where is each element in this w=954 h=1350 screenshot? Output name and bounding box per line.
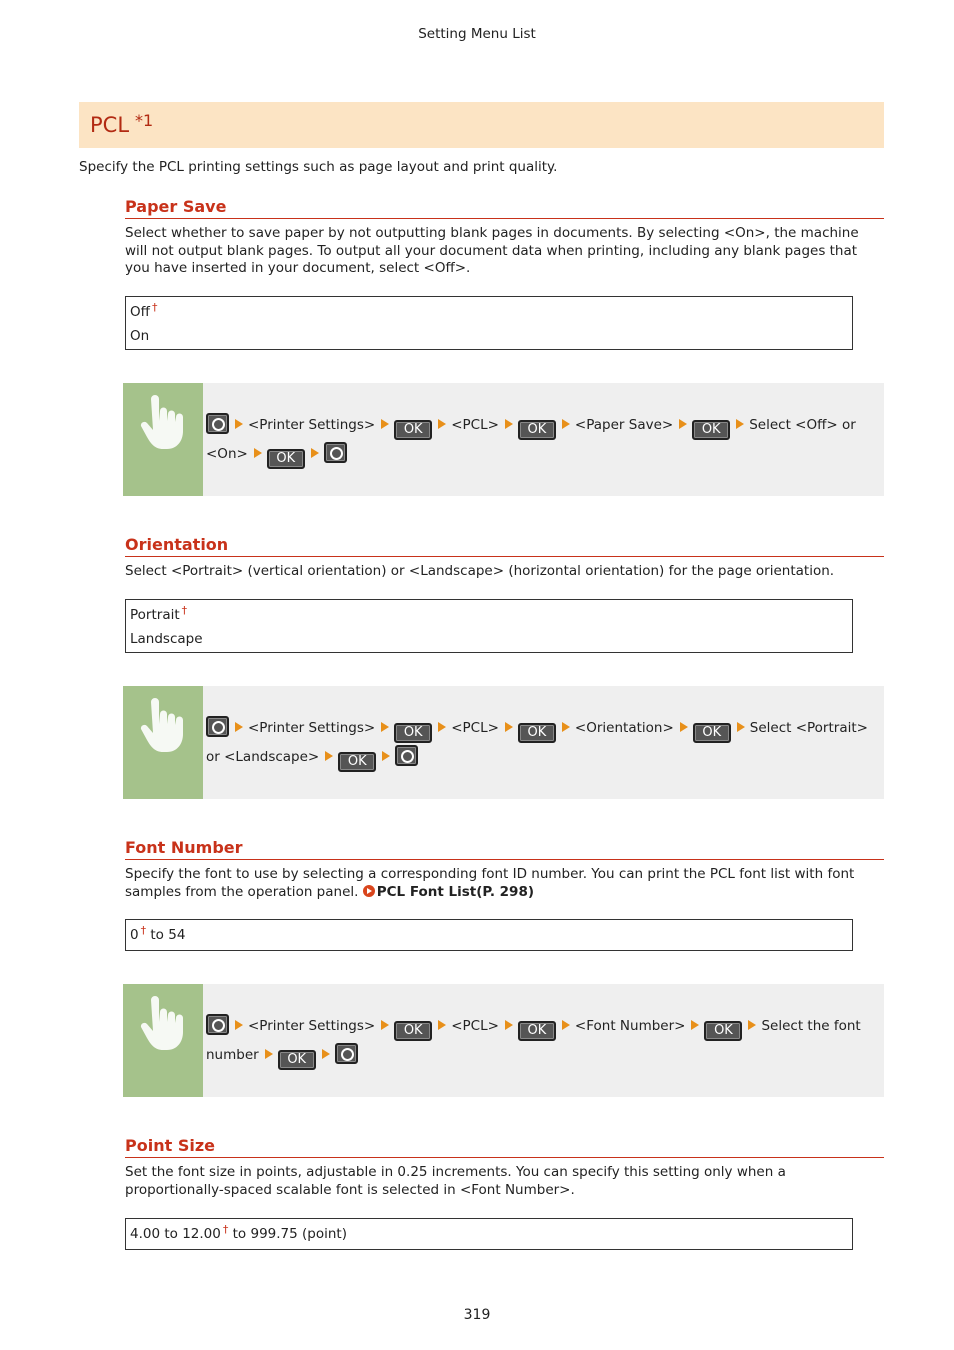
option-item	[130, 1222, 848, 1246]
arrow-icon	[505, 1020, 513, 1030]
arrow-icon	[562, 1020, 570, 1030]
range-start: 4.00 to 12.00	[130, 1226, 221, 1242]
operation-procedure	[123, 383, 884, 496]
arrow-icon	[381, 1020, 389, 1030]
section-title: Point Size	[125, 1136, 884, 1158]
section-description: Select <Portrait> (vertical orientation) or <Landscape> (horizontal orientation) for the page orientation.	[125, 563, 835, 579]
option-item	[130, 324, 848, 348]
option-item	[130, 923, 848, 947]
arrow-icon	[254, 448, 262, 458]
page-banner	[79, 102, 884, 148]
range-end: to 999.75 (point)	[232, 1226, 347, 1242]
home-button-icon	[206, 1014, 229, 1035]
arrow-icon	[736, 419, 744, 429]
ok-button-icon: OK	[518, 1021, 556, 1041]
intro-text: Specify the PCL printing settings such as page layout and print quality.	[79, 159, 558, 175]
arrow-icon	[381, 419, 389, 429]
step-text: <PCL>	[451, 720, 499, 736]
options-box	[125, 1218, 853, 1250]
ok-button-icon: OK	[693, 723, 731, 743]
arrow-icon	[311, 448, 319, 458]
option-item	[130, 603, 848, 627]
option-label: Landscape	[130, 631, 203, 647]
step-text: Select the font number	[206, 1018, 861, 1063]
banner-title: PCL	[90, 113, 130, 137]
range-end: to 54	[150, 927, 186, 943]
home-button-icon	[206, 413, 229, 434]
arrow-icon	[748, 1020, 756, 1030]
running-header: Setting Menu List	[418, 26, 536, 42]
arrow-icon	[562, 722, 570, 732]
ok-button-icon: OK	[267, 449, 305, 469]
procedure-steps	[206, 411, 878, 469]
section-description	[125, 866, 884, 901]
home-button-icon	[206, 716, 229, 737]
step-text: <Printer Settings>	[248, 720, 376, 736]
arrow-icon	[322, 1049, 330, 1059]
step-text: <Printer Settings>	[248, 1018, 376, 1034]
arrow-icon	[680, 722, 688, 732]
ok-button-icon: OK	[518, 420, 556, 440]
arrow-icon	[235, 1020, 243, 1030]
arrow-icon	[235, 722, 243, 732]
operation-procedure	[123, 984, 884, 1097]
arrow-icon	[438, 419, 446, 429]
page-number: 319	[463, 1307, 491, 1323]
link-arrow-icon	[363, 885, 375, 897]
home-button-icon	[395, 745, 418, 766]
option-label: On	[130, 328, 150, 344]
arrow-icon	[438, 722, 446, 732]
options-box	[125, 599, 853, 653]
step-text: <PCL>	[451, 417, 499, 433]
ok-button-icon: OK	[692, 420, 730, 440]
ok-button-icon: OK	[278, 1050, 316, 1070]
hand-panel	[123, 984, 203, 1097]
option-item	[130, 627, 848, 651]
section-font-number	[125, 838, 884, 901]
section-orientation	[125, 535, 884, 581]
default-marker: †	[222, 1223, 229, 1236]
description-text: Specify the font to use by selecting a corresponding font ID number. You can print the PCL font list with font samples from the operation panel.	[125, 866, 855, 900]
arrow-icon	[381, 722, 389, 732]
arrow-icon	[265, 1049, 273, 1059]
operation-procedure	[123, 686, 884, 799]
ok-button-icon: OK	[394, 1021, 432, 1041]
home-button-icon	[335, 1043, 358, 1064]
hand-panel	[123, 383, 203, 496]
range-start: 0	[130, 927, 139, 943]
step-text: <PCL>	[451, 1018, 499, 1034]
section-title: Font Number	[125, 838, 884, 860]
hand-pointer-icon	[139, 395, 185, 451]
arrow-icon	[679, 419, 687, 429]
section-title: Paper Save	[125, 197, 884, 219]
default-marker: †	[140, 924, 147, 937]
hand-panel	[123, 686, 203, 799]
step-text: <Printer Settings>	[248, 417, 376, 433]
arrow-icon	[691, 1020, 699, 1030]
arrow-icon	[325, 751, 333, 761]
section-description: Set the font size in points, adjustable in 0.25 increments. You can specify this setting only when a proportionally-spaced scalable font is selected in <Font Number>.	[125, 1164, 786, 1198]
option-label: Off	[130, 304, 150, 320]
arrow-icon	[235, 419, 243, 429]
ok-button-icon: OK	[704, 1021, 742, 1041]
hand-pointer-icon	[139, 698, 185, 754]
procedure-steps	[206, 714, 878, 772]
section-paper-save	[125, 197, 884, 278]
section-title: Orientation	[125, 535, 884, 557]
option-label: Portrait	[130, 607, 180, 623]
home-button-icon	[324, 442, 347, 463]
step-text: <Font Number>	[574, 1018, 686, 1034]
step-text: <Orientation>	[574, 720, 674, 736]
step-text: <Paper Save>	[574, 417, 674, 433]
options-box	[125, 919, 853, 951]
step-text: Select <Off> or <On>	[206, 417, 856, 462]
banner-footnote-mark: *1	[135, 111, 154, 130]
step-text: Select <Portrait> or <Landscape>	[206, 720, 868, 765]
option-item	[130, 300, 848, 324]
default-marker: †	[151, 301, 158, 314]
arrow-icon	[505, 722, 513, 732]
arrow-icon	[562, 419, 570, 429]
pcl-font-list-link[interactable]: PCL Font List(P. 298)	[376, 883, 535, 900]
default-marker: †	[181, 604, 188, 617]
section-description: Select whether to save paper by not outputting blank pages in documents. By selecting <On>, the machine will not output blank pages. To output all your document data when printing, including any blank pages that you have inserted in your document, select <Off>.	[125, 225, 859, 276]
procedure-steps	[206, 1012, 878, 1070]
ok-button-icon: OK	[338, 752, 376, 772]
ok-button-icon: OK	[394, 420, 432, 440]
arrow-icon	[382, 751, 390, 761]
arrow-icon	[737, 722, 745, 732]
ok-button-icon: OK	[518, 723, 556, 743]
arrow-icon	[505, 419, 513, 429]
options-box	[125, 296, 853, 350]
hand-pointer-icon	[139, 996, 185, 1052]
arrow-icon	[438, 1020, 446, 1030]
section-point-size	[125, 1136, 884, 1199]
ok-button-icon: OK	[394, 723, 432, 743]
